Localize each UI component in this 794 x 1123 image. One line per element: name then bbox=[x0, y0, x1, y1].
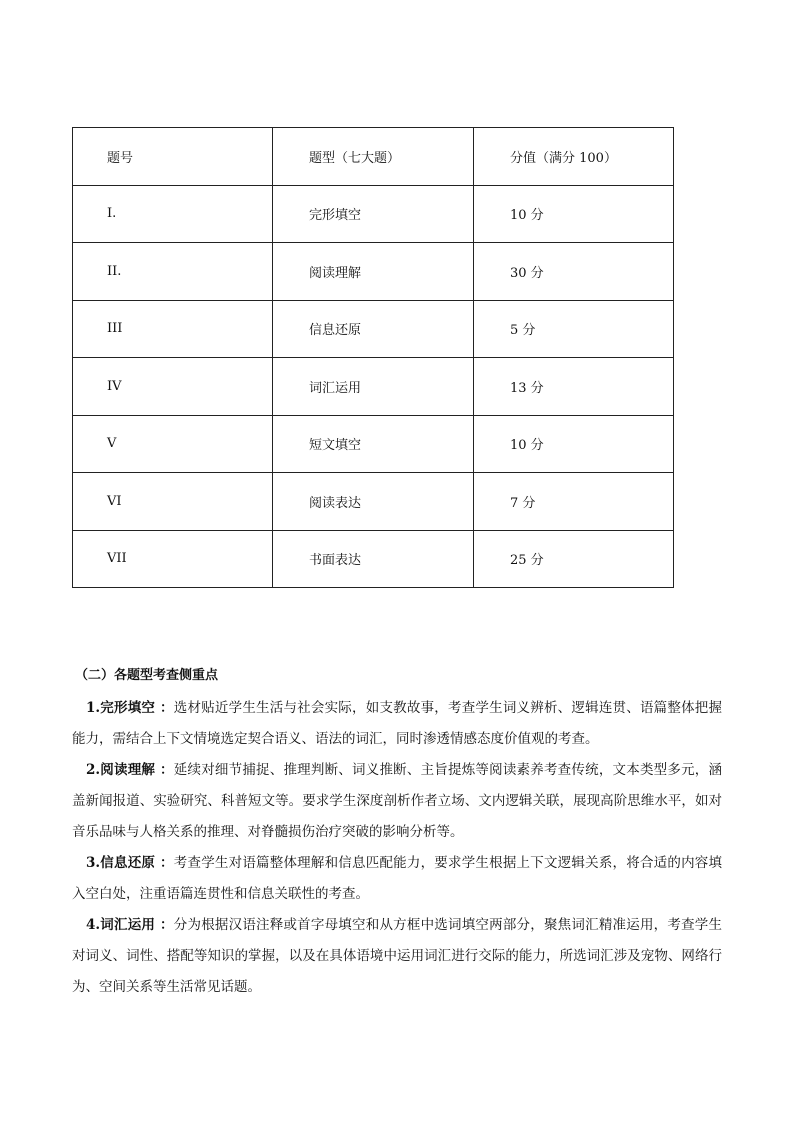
cell-score: 13 分 bbox=[474, 358, 674, 416]
cell-type: 阅读表达 bbox=[273, 473, 474, 531]
paragraph-lead: 1.完形填空 ： bbox=[86, 700, 174, 716]
cell-number: VI bbox=[73, 473, 273, 531]
cell-score: 10 分 bbox=[474, 185, 674, 243]
table-row bbox=[73, 185, 674, 243]
table-header-row bbox=[73, 128, 674, 186]
paragraph bbox=[72, 910, 722, 1003]
paragraph-text: 延续对细节捕捉、推理判断、词义推断、主旨提炼等阅读素养考查传统，文本类型多元，涵盖新闻报道、实验研究、科普短文等。要求学生深度剖析作者立场、文内逻辑关联，展现高阶思维水平，如对音乐品味与人格关系的推理、对脊髓损伤治疗突破的影响分析等。 bbox=[72, 762, 723, 840]
cell-number: IV bbox=[73, 358, 273, 416]
paragraph-text: 选材贴近学生生活与社会实际，如支教故事，考查学生词义辨析、逻辑连贯、语篇整体把握能力，需结合上下文情境选定契合语义、语法的词汇，同时渗透情感态度价值观的考查。 bbox=[72, 700, 723, 747]
cell-number: V bbox=[73, 415, 273, 473]
cell-score: 7 分 bbox=[474, 473, 674, 531]
header-type: 题型（七大题） bbox=[273, 128, 474, 186]
cell-score: 5 分 bbox=[474, 300, 674, 358]
paragraph-text: 分为根据汉语注释或首字母填空和从方框中选词填空两部分，聚焦词汇精准运用，考查学生对词义、词性、搭配等知识的掌握，以及在具体语境中运用词汇进行交际的能力，所选词汇涉及宠物、网络行为、空间关系等生活常见话题。 bbox=[72, 917, 723, 995]
cell-type: 词汇运用 bbox=[273, 358, 474, 416]
table-row bbox=[73, 300, 674, 358]
cell-number: II. bbox=[73, 243, 273, 301]
cell-type: 短文填空 bbox=[273, 415, 474, 473]
paragraph bbox=[72, 848, 722, 910]
cell-type: 书面表达 bbox=[273, 530, 474, 588]
cell-number: III bbox=[73, 300, 273, 358]
cell-score: 10 分 bbox=[474, 415, 674, 473]
header-score: 分值（满分 100） bbox=[474, 128, 674, 186]
section-heading: （二）各题型考查侧重点 bbox=[75, 668, 219, 683]
table-row bbox=[73, 358, 674, 416]
table-row bbox=[73, 415, 674, 473]
cell-number: VII bbox=[73, 530, 273, 588]
paragraph-lead: 4.词汇运用 ： bbox=[86, 917, 174, 933]
section-body bbox=[72, 693, 722, 1003]
cell-number: I. bbox=[73, 185, 273, 243]
cell-type: 阅读理解 bbox=[273, 243, 474, 301]
cell-score: 30 分 bbox=[474, 243, 674, 301]
table-row bbox=[73, 473, 674, 531]
cell-type: 信息还原 bbox=[273, 300, 474, 358]
question-type-table bbox=[72, 127, 674, 588]
paragraph-lead: 3.信息还原 ： bbox=[86, 855, 174, 871]
cell-type: 完形填空 bbox=[273, 185, 474, 243]
cell-score: 25 分 bbox=[474, 530, 674, 588]
header-number: 题号 bbox=[73, 128, 273, 186]
paragraph-text: 考查学生对语篇整体理解和信息匹配能力，要求学生根据上下文逻辑关系，将合适的内容填入空白处，注重语篇连贯性和信息关联性的考查。 bbox=[72, 855, 723, 902]
table-row bbox=[73, 243, 674, 301]
paragraph bbox=[72, 693, 722, 755]
paragraph bbox=[72, 755, 722, 848]
paragraph-lead: 2.阅读理解 ： bbox=[86, 762, 174, 778]
table-row bbox=[73, 530, 674, 588]
